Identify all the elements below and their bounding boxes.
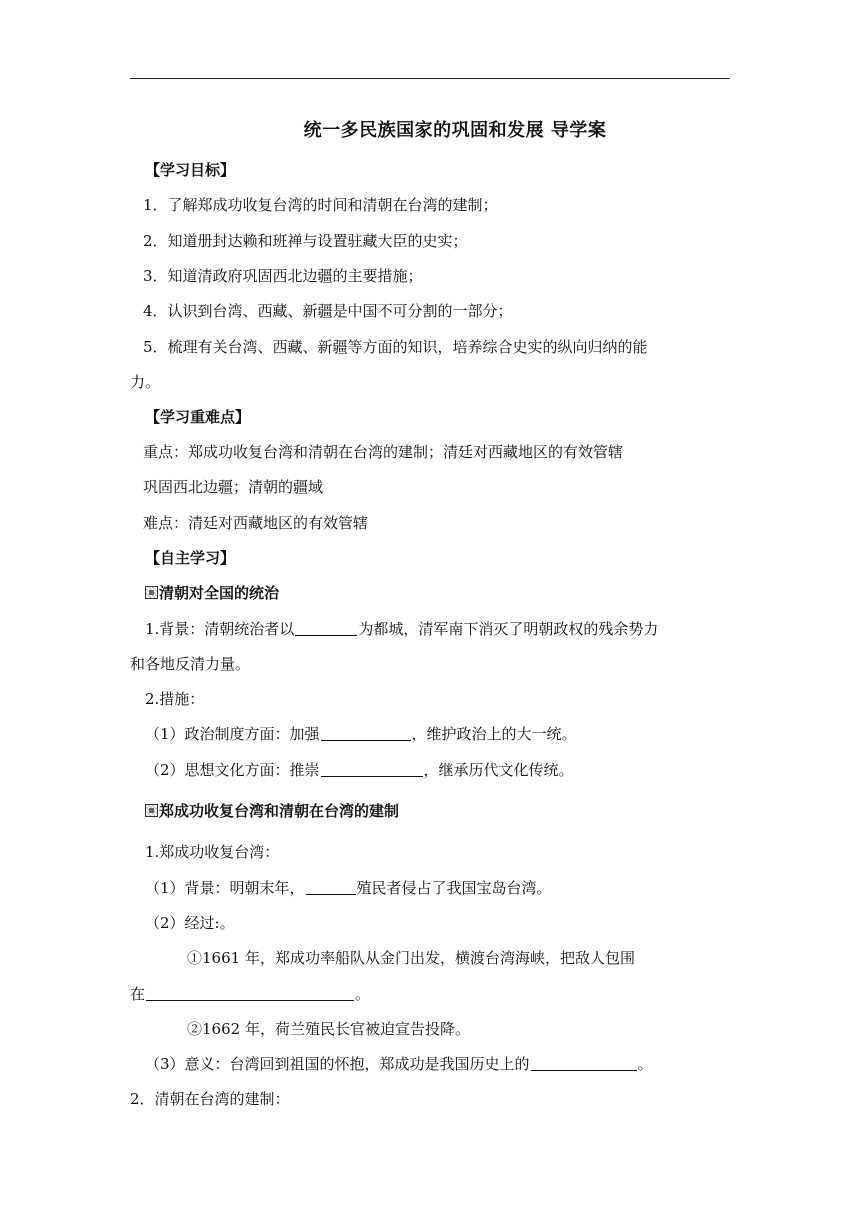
goal-item-2: 2．知道册封达赖和班禅与设置驻藏大臣的史实； xyxy=(143,232,468,250)
goal-item-5: 5．梳理有关台湾、西藏、新疆等方面的知识，培养综合史实的纵向归纳的能 xyxy=(143,338,648,356)
blank-culture[interactable] xyxy=(321,761,423,777)
section-2-sub-1: 1.郑成功收复台湾： xyxy=(145,843,280,861)
goal-item-5-cont: 力。 xyxy=(130,373,161,391)
blank-location[interactable] xyxy=(146,985,354,1001)
key-points-line-1: 重点：郑成功收复台湾和清朝在台湾的建制；清廷对西藏地区的有效管辖 xyxy=(143,443,624,461)
blank-significance[interactable] xyxy=(531,1055,637,1071)
blank-political[interactable] xyxy=(321,725,411,741)
section-marker-icon xyxy=(145,804,158,817)
blank-capital[interactable] xyxy=(295,620,357,636)
key-points-line-2: 巩固西北边疆；清朝的疆域 xyxy=(143,478,324,496)
measure-1: （1）政治制度方面：加强 ，维护政治上的大一统。 xyxy=(145,725,577,743)
difficulty-line: 难点：清廷对西藏地区的有效管辖 xyxy=(143,514,369,532)
goal-item-1: 1．了解郑成功收复台湾的时间和清朝在台湾的建制； xyxy=(143,196,498,214)
key-points-heading: 【学习重难点】 xyxy=(145,408,251,426)
goal-item-3: 3．知道清政府巩固西北边疆的主要措施； xyxy=(143,267,423,285)
blank-colonizer[interactable] xyxy=(306,879,356,895)
section-2-title: 郑成功收复台湾和清朝在台湾的建制 xyxy=(145,801,399,821)
process-step-1: ①1661 年，郑成功率船队从金门出发，横渡台湾海峡，把敌人包围 xyxy=(187,949,635,967)
goals-heading: 【学习目标】 xyxy=(145,161,236,179)
measure-2: （2）思想文化方面：推崇 ，继承历代文化传统。 xyxy=(145,761,574,779)
header-rule xyxy=(130,78,730,79)
process-step-1-cont: 在 。 xyxy=(130,985,371,1003)
section-marker-icon xyxy=(145,586,158,599)
section-1-title: 清朝对全国的统治 xyxy=(145,583,279,603)
section-2-sub-2: 2．清朝在台湾的建制： xyxy=(130,1090,290,1108)
section-2-process: （2）经过:。 xyxy=(145,914,235,932)
goal-item-4: 4．认识到台湾、西藏、新疆是中国不可分割的一部分； xyxy=(143,302,513,320)
self-study-heading: 【自主学习】 xyxy=(145,549,236,567)
section-2-background: （1）背景：明朝末年， 殖民者侵占了我国宝岛台湾。 xyxy=(145,879,552,897)
section-1-background: 1.背景：清朝统治者以 为都城，清军南下消灭了明朝政权的残余势力 xyxy=(145,620,659,638)
section-1-background-cont: 和各地反清力量。 xyxy=(130,655,251,673)
section-1-measures: 2.措施： xyxy=(145,690,205,708)
section-2-significance: （3）意义：台湾回到祖国的怀抱，郑成功是我国历史上的 。 xyxy=(145,1055,653,1073)
process-step-2: ②1662 年，荷兰殖民长官被迫宣告投降。 xyxy=(187,1020,470,1038)
document-title: 统一多民族国家的巩固和发展 导学案 xyxy=(303,120,607,141)
